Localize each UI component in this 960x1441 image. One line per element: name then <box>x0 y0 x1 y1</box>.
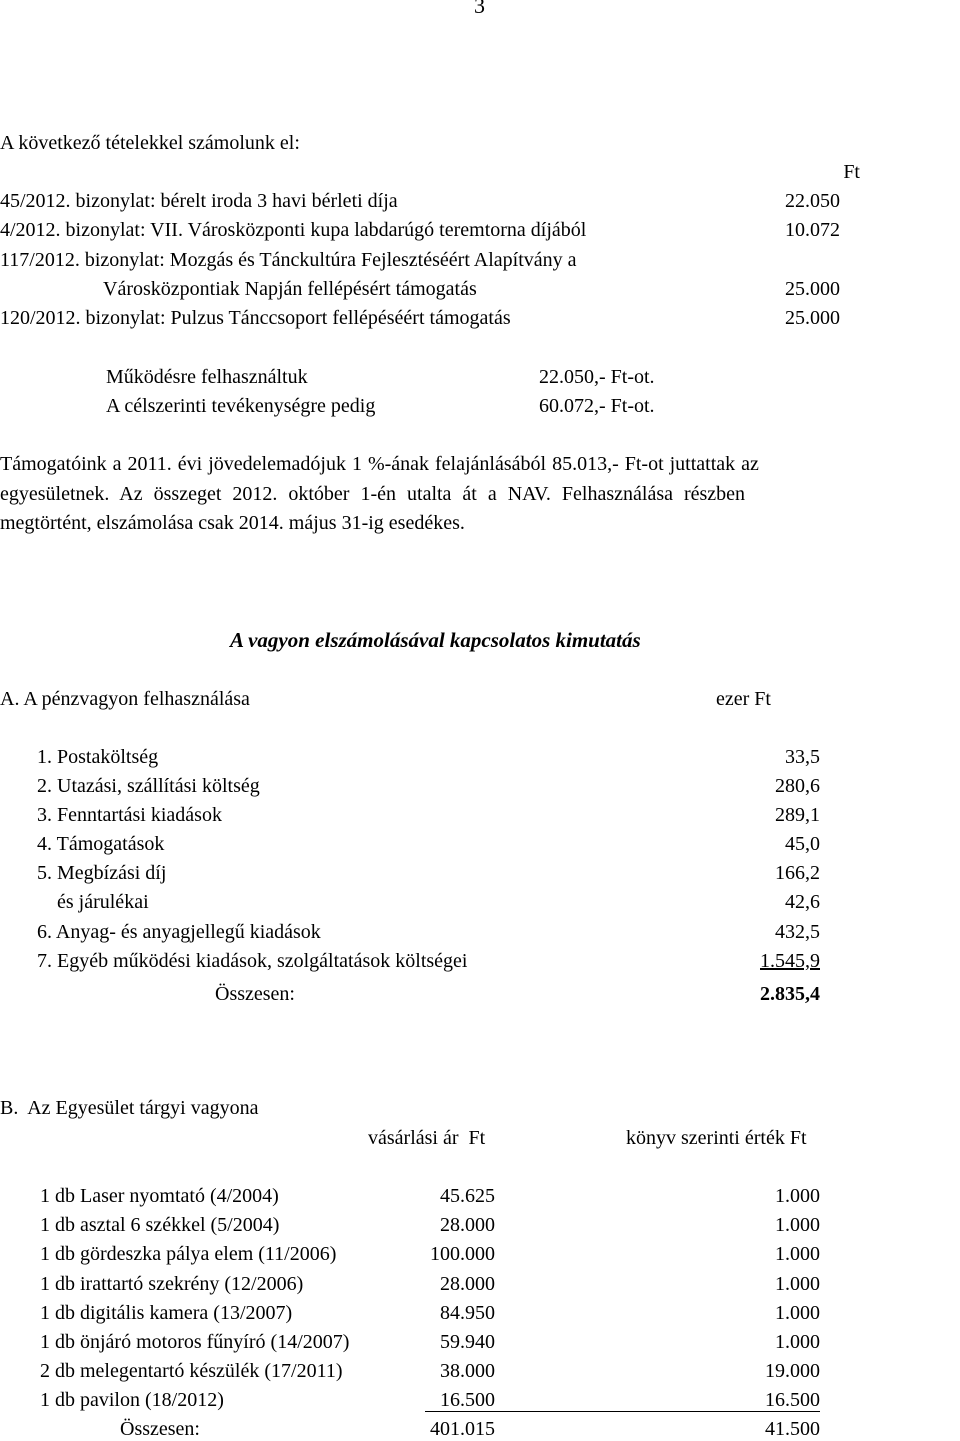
asset-book-value: 1.000 <box>775 1302 820 1324</box>
paragraph-line: egyesületnek. Az összeget 2012. október 1-én utalta át a NAV. Felhasználása részben <box>0 483 746 505</box>
item-amount: 25.000 <box>785 278 840 300</box>
section-title: A vagyon elszámolásával kapcsolatos kimutatás <box>230 628 641 652</box>
item-label: 45/2012. bizonylat: bérelt iroda 3 havi bérleti díja <box>0 190 398 212</box>
asset-book-value: 16.500 <box>765 1389 820 1411</box>
section-b-total-price: 401.015 <box>430 1418 495 1440</box>
section-a-total-value: 2.835,4 <box>760 983 820 1005</box>
asset-label: 1 db irattartó szekrény (12/2006) <box>40 1273 304 1295</box>
item-amount: 25.000 <box>785 307 840 329</box>
asset-label: 1 db Laser nyomtató (4/2004) <box>40 1185 279 1207</box>
paragraph-line: megtörtént, elszámolása csak 2014. május 31-ig esedékes. <box>0 512 465 534</box>
asset-price: 100.000 <box>430 1243 495 1265</box>
item-amount: 22.050 <box>785 190 840 212</box>
asset-price: 84.950 <box>440 1302 495 1324</box>
item-label-continued: Városközpontiak Napján fellépésért támogatás <box>103 278 477 300</box>
asset-book-value: 1.000 <box>775 1273 820 1295</box>
expense-label: 1. Postaköltség <box>37 746 159 768</box>
section-b-total-book: 41.500 <box>765 1418 820 1440</box>
asset-price: 28.000 <box>440 1214 495 1236</box>
asset-price: 16.500 <box>440 1389 495 1411</box>
asset-price: 28.000 <box>440 1273 495 1295</box>
asset-label: 1 db digitális kamera (13/2007) <box>40 1302 293 1324</box>
asset-book-value: 1.000 <box>775 1185 820 1207</box>
expense-label: 4. Támogatások <box>37 833 165 855</box>
expense-label: 5. Megbízási díj <box>37 862 167 884</box>
asset-label: 1 db gördeszka pálya elem (11/2006) <box>40 1243 337 1265</box>
item-label: 117/2012. bizonylat: Mozgás és Tánckultúra Fejlesztéséért Alapítvány a <box>0 249 577 271</box>
expense-label: és járulékai <box>37 891 149 913</box>
total-rule <box>425 1411 820 1412</box>
section-a-unit: ezer Ft <box>716 688 771 710</box>
asset-price: 59.940 <box>440 1331 495 1353</box>
expense-label: 2. Utazási, szállítási költség <box>37 775 260 797</box>
expense-label: 3. Fenntartási kiadások <box>37 804 222 826</box>
item-amount: 10.072 <box>785 219 840 241</box>
expense-label: 7. Egyéb működési kiadások, szolgáltatások költségei <box>37 950 468 972</box>
asset-book-value: 1.000 <box>775 1331 820 1353</box>
intro-text: A következő tételekkel számolunk el: <box>0 132 300 154</box>
currency-header: Ft <box>843 161 860 183</box>
col-purchase-header: vásárlási ár Ft <box>368 1127 486 1149</box>
expense-value: 33,5 <box>785 746 820 768</box>
usage-value: 60.072,- Ft-ot. <box>539 395 655 417</box>
expense-value: 1.545,9 <box>760 950 820 972</box>
asset-price: 45.625 <box>440 1185 495 1207</box>
expense-label: 6. Anyag- és anyagjellegű kiadások <box>37 921 321 943</box>
asset-label: 2 db melegentartó készülék (17/2011) <box>40 1360 343 1382</box>
item-label: 4/2012. bizonylat: VII. Városközponti kupa labdarúgó teremtorna díjából <box>0 219 587 241</box>
asset-label: 1 db asztal 6 székkel (5/2004) <box>40 1214 280 1236</box>
expense-value: 432,5 <box>775 921 820 943</box>
page-number: 3 <box>474 0 485 18</box>
section-b-total-label: Összesen: <box>120 1418 200 1440</box>
section-a-total-label: Összesen: <box>215 983 295 1005</box>
asset-price: 38.000 <box>440 1360 495 1382</box>
expense-value: 45,0 <box>785 833 820 855</box>
expense-value: 289,1 <box>775 804 820 826</box>
expense-value: 166,2 <box>775 862 820 884</box>
asset-label: 1 db önjáró motoros fűnyíró (14/2007) <box>40 1331 350 1353</box>
expense-value: 42,6 <box>785 891 820 913</box>
usage-label: Működésre felhasználtuk <box>106 366 308 388</box>
paragraph-line: Támogatóink a 2011. évi jövedelemadójuk 1 %-ának felajánlásából 85.013,- Ft-ot juttattak az <box>0 453 759 475</box>
asset-book-value: 19.000 <box>765 1360 820 1382</box>
col-book-header: könyv szerinti érték Ft <box>626 1127 807 1149</box>
expense-value: 280,6 <box>775 775 820 797</box>
section-a-title: A. A pénzvagyon felhasználása <box>0 688 250 710</box>
usage-label: A célszerinti tevékenységre pedig <box>106 395 376 417</box>
usage-value: 22.050,- Ft-ot. <box>539 366 655 388</box>
section-b-title: B. Az Egyesület tárgyi vagyona <box>0 1097 259 1119</box>
asset-book-value: 1.000 <box>775 1243 820 1265</box>
item-label: 120/2012. bizonylat: Pulzus Tánccsoport fellépéséért támogatás <box>0 307 511 329</box>
asset-book-value: 1.000 <box>775 1214 820 1236</box>
asset-label: 1 db pavilon (18/2012) <box>40 1389 224 1411</box>
